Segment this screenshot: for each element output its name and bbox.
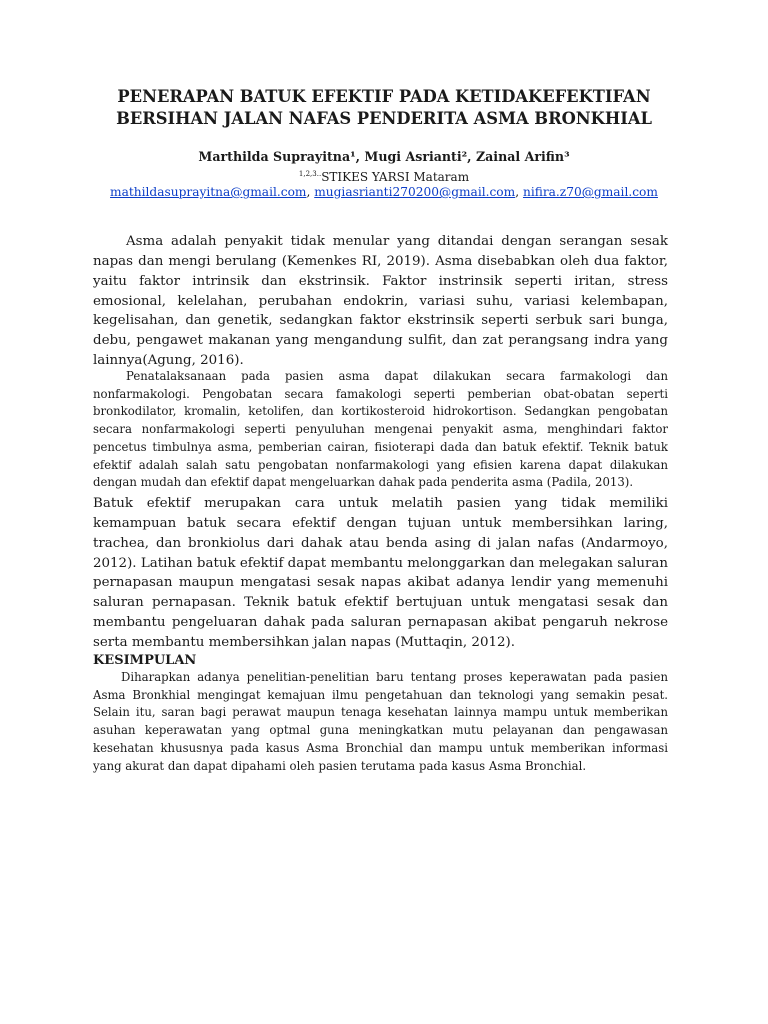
paragraph-effective-cough: Batuk efektif merupakan cara untuk melatih pasien yang tidak memiliki kemampuan batuk secara efektif dengan tujuan untuk membersihkan laring, trachea, dan bronkiolus dari dahak atau benda asing di jalan nafas (Andarmoyo, 2012). Latihan batuk efektif dapat membantu melonggarkan dan melegakan saluran pernapasan maupun mengatasi sesak napas akibat adanya lendir yang memenuhi saluran pernapasan. Teknik batuk efektif bertujuan untuk mengatasi sesak dan membantu pengeluaran dahak pada saluran pernapasan akibat pengaruh nekrose serta membantu membersihkan jalan napas (Muttaqin, 2012).	[93, 496, 668, 650]
affiliation	[0, 166, 768, 185]
paragraph-conclusion: Diharapkan adanya penelitian-penelitian baru tentang proses keperawatan pada pasien Asma Bronkhial mengingat kemajuan ilmu pengetahuan dan teknologi yang semakin pesat. Selain itu, saran bagi perawat maupun tenaga kesehatan lainnya mampu untuk memberikan asuhan keperawatan yang optmal guna meningkatkan mutu pelayanan dan pengawasan kesehatan khususnya pada kasus Asma Bronchial dan mampu untuk memberikan informasi yang akurat dan dapat dipahami oleh pasien terutama pada kasus Asma Bronchial.	[93, 670, 668, 773]
author-list: Marthilda Suprayitna¹, Mugi Asrianti², Zainal Arifin³	[198, 149, 570, 164]
affiliation-marks: 1,2,3..	[298, 170, 322, 178]
title-line-1: PENERAPAN BATUK EFEKTIF PADA KETIDAKEFEKTIFAN	[117, 87, 651, 106]
paragraph-intro: Asma adalah penyakit tidak menular yang ditandai dengan serangan sesak napas dan mengi berulang (Kemenkes RI, 2019). Asma disebabkan oleh dua faktor, yaitu faktor intrinsik dan ekstrinsik. Faktor instrinsik seperti iritan, stress emosional, kelelahan, perubahan endokrin, variasi suhu, variasi kelembapan, kegelisahan, dan genetik, sedangkan faktor ekstrinsik seperti serbuk sari bunga, debu, pengawet makanan yang mengandung sulfit, dan zat perangsang indra yang lainnya(Agung, 2016).	[93, 234, 668, 369]
email-link-1[interactable]: mathildasuprayitna@gmail.com	[110, 185, 307, 199]
email-link-2[interactable]: mugiasrianti270200@gmail.com	[314, 185, 516, 199]
section-heading-conclusion: KESIMPULAN	[93, 653, 197, 668]
title-line-2: BERSIHAN JALAN NAFAS PENDERITA ASMA BRONKHIAL	[116, 109, 652, 128]
email-separator: ,	[515, 185, 523, 199]
paper-title	[0, 86, 768, 130]
email-link-3[interactable]: nifira.z70@gmail.com	[522, 185, 658, 199]
email-separator: ,	[306, 185, 315, 199]
affiliation-name: STIKES YARSI Mataram	[321, 170, 470, 184]
email-list	[0, 184, 768, 200]
paragraph-management: Penatalaksanaan pada pasien asma dapat dilakukan secara farmakologi dan nonfarmakologi. Pengobatan secara famakologi seperti pemberian obat-obatan seperti bronkodilator, kromalin, ketolifen, dan kortikosteroid hidrokortison. Sedangkan pengobatan secara nonfarmakologi seperti penyuluhan mengenai penyakit asma, menghindari faktor pencetus timbulnya asma, pemberian cairan, fisioterapi dada dan batuk efektif. Teknik batuk efektif adalah salah satu pengobatan nonfarmakologi yang efisien karena dapat dilakukan dengan mudah dan efektif dapat mengeluarkan dahak pada penderita asma (Padila, 2013).	[93, 369, 668, 490]
